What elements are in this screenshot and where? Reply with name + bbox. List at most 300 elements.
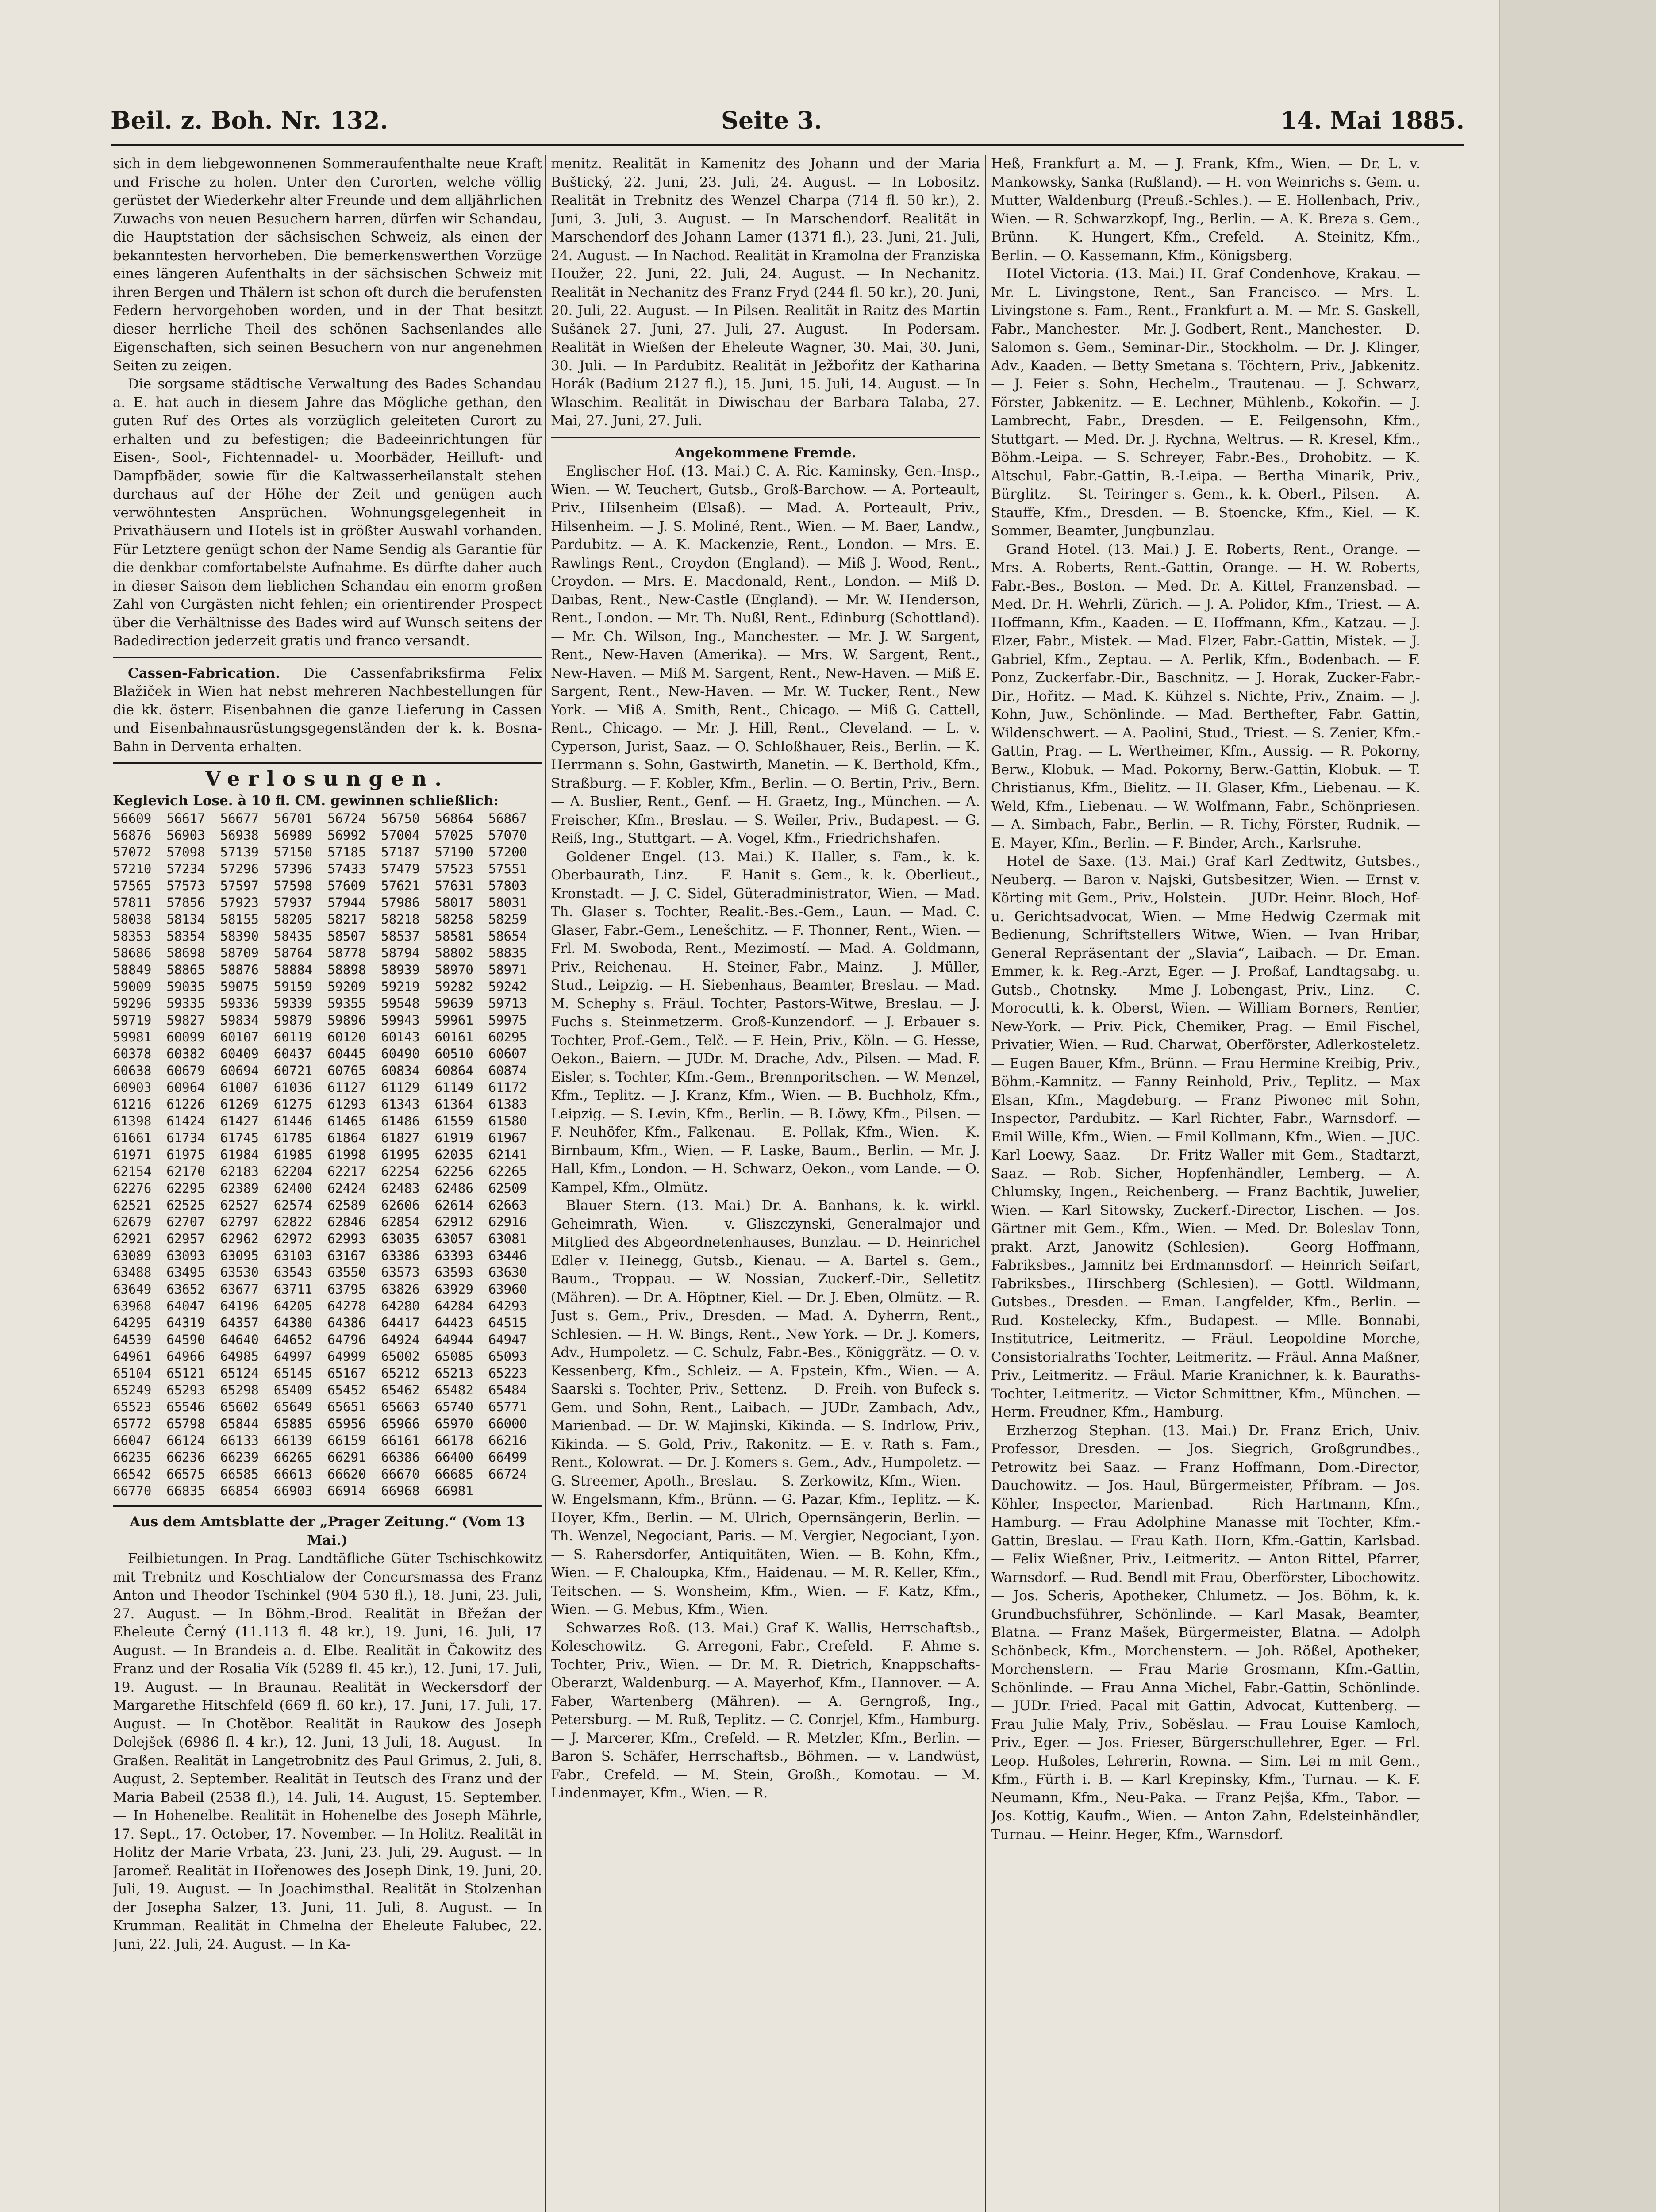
- lot-number: 66981: [434, 1483, 473, 1498]
- lot-number: 60445: [327, 1046, 366, 1061]
- lot-number: 57856: [166, 895, 205, 910]
- lots-row: [113, 1146, 542, 1163]
- lot-number: 57944: [327, 895, 366, 910]
- lot-number: 59075: [220, 979, 259, 994]
- lot-number: 65223: [488, 1366, 527, 1381]
- lot-number: 61343: [381, 1097, 420, 1112]
- lots-row: [113, 844, 542, 860]
- lots-row: [113, 860, 542, 877]
- lot-number: 61661: [113, 1130, 152, 1145]
- lot-number: 66400: [434, 1450, 473, 1465]
- grand-hotel: Grand Hotel. (13. Mai.) J. E. Roberts, Rent., Orange. — Mrs. A. Roberts, Rent.-Gattin, Orange. — H. W. Roberts, Fabr.-Bes., Boston. — Med. Dr. A. Kittel, Franzensbad. — Med. Dr. H. Wehrli, Zürich. — J. A. Polidor, Kfm., Triest. — A. Hoffmann, Kfm., Kaaden. — E. Hoffmann, Kfm., Katzau. — J. Elzer, Fabr., Mistek. — Mad. Elzer, Fabr.-Gattin, Mistek. — J. Gabriel, Kfm., Zeptau. — A. Perlik, Kfm., Bodenbach. — F. Ponz, Zuckerfabr.-Dir., Baschnitz. — J. Horak, Zucker-Fabr.-Dir., Hořitz. — Mad. K. Kühzel s. Nichte, Priv., Znaim. — J. Kohn, Juw., Schönlinde. — Mad. Berthefter, Fabr. Gattin, Wildenschwert. — A. Paolini, Stud., Triest. — S. Zenier, Kfm.-Gattin, Prag. — L. Wertheimer, Kfm., Aussig. — R. Pokorny, Berw., Klobuk. — Mad. Pokorny, Berw.-Gattin, Klobuk. — T. Christianus, Kfm., Bielitz. — H. Glaser, Kfm., Liebenau. — K. Weld, Kfm., Liebenau. — W. Wolfmann, Fabr., Schönpriesen. — A. Simbach, Fabr., Berlin. — R. Tichy, Förster, Rudnik. — E. Mayer, Kfm., Berlin. — F. Binder, Arch., Karlsruhe.: [991, 541, 1420, 851]
- lot-number: 64590: [166, 1332, 205, 1347]
- hotel-erzherzog-stephan: Erzherzog Stephan. (13. Mai.) Dr. Franz Erich, Univ. Professor, Dresden. — Jos. Siegrich, Großgrundbes., Petrowitz bei Saaz. — Franz Hoffmann, Dom.-Director, Dauchowitz. — Jos. Haul, Bürgermeister, Příbram. — Jos. Köhler, Inspector, Marienbad. — Rich Hartmann, Kfm., Hamburg. — Frau Adolphine Manasse mit Tochter, Kfm.-Gattin, Breslau. — Frau Kath. Horn, Kfm.-Gattin, Karlsbad. — Felix Wießner, Priv., Leitmeritz. — Anton Rittel, Pfarrer, Warnsdorf. — Rud. Bendl mit Frau, Oberförster, Libochowitz. — Jos. Scheris, Apotheker, Chlumetz. — Jos. Böhm, k. k. Grundbuchsführer, Schönlinde. — Karl Masak, Beamter, Blatna. — Franz Mašek, Bürgermeister, Blatna. — Adolph Schönbeck, Kfm., Morchenstern. — Joh. Rößel, Apotheker, Morchenstern. — Frau Marie Grosmann, Kfm.-Gattin, Schönlinde. — Frau Anna Michel, Fabr.-Gattin, Schönlinde. — JUDr. Fried. Pacal mit Gattin, Advocat, Kuttenberg. — Frau Julie Maly, Priv., Soběslau. — Frau Louise Kamloch, Priv., Eger. — Jos. Frieser, Bürgerschullehrer, Eger. — Frl. Leop. Hußoles, Lehrerin, Rowna. — Sim. Lei m mit Gem., Kfm., Fürth i. B. — Karl Krepinsky, Kfm., Turnau. — K. F. Neumann, Kfm., Neu-Paka. — Franz Pejša, Kfm., Tabor. — Jos. Kottig, Kaufm., Wien. — Anton Zahn, Edelsteinhändler, Turnau. — Heinr. Heger, Kfm., Warnsdorf.: [991, 1422, 1420, 1843]
- lots-row: [113, 1482, 542, 1499]
- lot-number: 60161: [434, 1029, 473, 1045]
- lot-number: 62265: [488, 1164, 527, 1179]
- lots-row: [113, 810, 542, 827]
- lot-number: 61745: [220, 1130, 259, 1145]
- lot-number: 66499: [488, 1450, 527, 1465]
- lot-number: 66124: [166, 1433, 205, 1448]
- lot-number: 59713: [488, 996, 527, 1011]
- lot-number: 57811: [113, 895, 152, 910]
- lots-row: [113, 1382, 542, 1398]
- lot-number: 59035: [166, 979, 205, 994]
- lot-number: 65970: [434, 1416, 473, 1431]
- lots-row: [113, 1214, 542, 1230]
- lot-number: 58898: [327, 962, 366, 977]
- lot-number: 61036: [273, 1080, 313, 1095]
- lot-number: 58939: [381, 962, 420, 977]
- lots-row: [113, 945, 542, 961]
- lot-number: 56876: [113, 828, 152, 843]
- lot-number: 62972: [273, 1231, 313, 1246]
- hotel-englischer-hof: Englischer Hof. (13. Mai.) C. A. Ric. Kaminsky, Gen.-Insp., Wien. — W. Teuchert, Gutsb., Groß-Barchow. — A. Porteault, Priv., Hilsenheim (Elsaß). — Mad. A. Porteault, Priv., Hilsenheim. — J. S. Moliné, Rent., Wien. — M. Baer, Landw., Pardubitz. — A. K. Mackenzie, Rent., London. — Mrs. E. Rawlings Rent., Croydon (England). — Miß J. Wood, Rent., Croydon. — Mrs. E. Macdonald, Rent., London. — Miß D. Daibas, Rent., New-Castle (England). — Mr. W. Henderson, Rent., London. — Mr. Th. Nußl, Rent., Edinburg (Schottland). — Mr. Ch. Wilson, Ing., Manchester. — Mr. J. W. Sargent, Rent., New-Haven (Amerika). — Mrs. W. Sargent, Rent., New-Haven. — Miß M. Sargent, Rent., New-Haven. — Miß E. Sargent, Rent., New-Haven. — Mr. W. Tucker, Rent., New York. — Miß A. Smith, Rent., Chicago. — Miß G. Cattell, Rent., Chicago. — Mr. J. Hill, Rent., Cleveland. — L. v. Cyperson, Jurist, Saaz. — O. Schloßhauer, Reis., Berlin. — K. Herrmann s. Sohn, Gastwirth, Manetin. — K. Berthold, Kfm., Straßburg. — F. Kobler, Kfm., Berlin. — O. Bertin, Priv., Bern. — A. Buslier, Rent., Genf. — H. Graetz, Ing., München. — A. Freischer, Kfm., Breslau. — S. Weiler, Priv., Budapest. — G. Reiß, Ing., Stuttgart. — A. Vogel, Kfm., Friedrichshafen.: [551, 463, 980, 846]
- lot-number: 59339: [273, 996, 313, 1011]
- header-rule: [111, 144, 1464, 146]
- lot-number: 63095: [220, 1248, 259, 1263]
- lot-number: 56864: [434, 811, 473, 826]
- lot-number: 66854: [220, 1483, 259, 1498]
- lot-number: 59719: [113, 1013, 152, 1028]
- lot-number: 61149: [434, 1080, 473, 1095]
- lot-number: 60143: [381, 1029, 420, 1045]
- lot-number: 63968: [113, 1298, 152, 1313]
- lot-number: 58778: [327, 945, 366, 960]
- section-rule: [551, 437, 980, 438]
- lot-number: 61383: [488, 1097, 527, 1112]
- lot-number: 63550: [327, 1265, 366, 1280]
- lot-number: 62204: [273, 1164, 313, 1179]
- lot-number: 64196: [220, 1298, 259, 1313]
- lot-number: 57573: [166, 878, 205, 893]
- lot-number: 60903: [113, 1080, 152, 1095]
- lot-number: 65145: [273, 1366, 313, 1381]
- lot-number: 64295: [113, 1315, 152, 1330]
- lot-number: 60638: [113, 1063, 152, 1078]
- lot-number: 63103: [273, 1248, 313, 1263]
- lot-number: 59355: [327, 996, 366, 1011]
- lot-number: 66968: [381, 1483, 420, 1498]
- verlosungen-heading: Verlosungen.: [205, 767, 450, 791]
- feilbietungen-continued: menitz. Realität in Kamenitz des Johann und der Maria Buštický, 22. Juni, 23. Juli, 24. August. — In Lobositz. Realität in Trebnitz des Wenzel Charpa (714 fl. 50 kr.), 2. Juni, 3. Juli, 3. August. — In Marschendorf. Realität in Marschendorf des Johann Lamer (1371 fl.), 23. Juni, 21. Juli, 24. August. — In Nachod. Realität in Kramolna der Franziska Houžer, 22. Juni, 22. Juli, 24. August. — In Nechanitz. Realität in Nechanitz des Franz Fryd (244 fl. 50 kr.), 20. Juni, 20. Juli, 22. August. — In Pilsen. Realität in Raitz des Martin Sušánek 27. Juni, 27. Juli, 27. August. — In Podersam. Realität in Wießen der Eheleute Wagner, 30. Mai, 30. Juni, 30. Juli. — In Pardubitz. Realität in Ježbořitz der Katharina Horák (Badium 2127 fl.), 15. Juni, 15. Juli, 14. August. — In Wlaschim. Realität in Diwischau der Barbara Talaba, 27. Mai, 27. Juni, 27. Juli.: [551, 156, 980, 429]
- lot-number: 61971: [113, 1147, 152, 1162]
- lot-number: 65649: [273, 1399, 313, 1414]
- lot-number: 57210: [113, 861, 152, 876]
- amtsblatt-heading: Aus dem Amtsblatte der „Prager Zeitung.“ (Vom 13 Mai.): [130, 1514, 525, 1548]
- lots-row: [113, 1415, 542, 1432]
- lot-number: 59834: [220, 1013, 259, 1028]
- lot-number: 57396: [273, 861, 313, 876]
- column-2: [551, 155, 980, 2212]
- lot-number: 62217: [327, 1164, 366, 1179]
- lot-number: 64796: [327, 1332, 366, 1347]
- lot-number: 61984: [220, 1147, 259, 1162]
- lot-number: 61275: [273, 1097, 313, 1112]
- lot-number: 62614: [434, 1198, 473, 1213]
- lot-number: 61998: [327, 1147, 366, 1162]
- lot-number: 60409: [220, 1046, 259, 1061]
- lot-number: 66724: [488, 1467, 527, 1482]
- lot-number: 65085: [434, 1349, 473, 1364]
- lot-number: 65462: [381, 1382, 420, 1398]
- lot-number: 57937: [273, 895, 313, 910]
- lot-number: 66670: [381, 1467, 420, 1482]
- lot-number: 60964: [166, 1080, 205, 1095]
- lot-number: 64205: [273, 1298, 313, 1313]
- lot-number: 59943: [381, 1013, 420, 1028]
- lot-number: 59975: [488, 1013, 527, 1028]
- lot-number: 58017: [434, 895, 473, 910]
- lot-number: 60119: [273, 1029, 313, 1045]
- lots-row: [113, 1045, 542, 1062]
- lot-number: 61293: [327, 1097, 366, 1112]
- lot-number: 65772: [113, 1416, 152, 1431]
- fremde-heading: Angekommene Fremde.: [674, 445, 857, 461]
- lot-number: 63795: [327, 1282, 366, 1297]
- lot-number: 62957: [166, 1231, 205, 1246]
- lot-number: 56903: [166, 828, 205, 843]
- lot-number: 56938: [220, 828, 259, 843]
- lots-row: [113, 1247, 542, 1264]
- lots-row: [113, 928, 542, 945]
- lots-row: [113, 1180, 542, 1197]
- lot-number: 65484: [488, 1382, 527, 1398]
- lot-number: 61995: [381, 1147, 420, 1162]
- lots-row: [113, 1331, 542, 1348]
- lot-number: 62183: [220, 1164, 259, 1179]
- lot-number: 61734: [166, 1130, 205, 1145]
- lot-number: 61465: [327, 1114, 366, 1129]
- lot-number: 64997: [273, 1349, 313, 1364]
- lot-number: 61985: [273, 1147, 313, 1162]
- lot-number: 58217: [327, 912, 366, 927]
- lot-number: 65844: [220, 1416, 259, 1431]
- lot-number: 64999: [327, 1349, 366, 1364]
- lot-number: 64640: [220, 1332, 259, 1347]
- lot-number: 62921: [113, 1231, 152, 1246]
- lot-number: 57433: [327, 861, 366, 876]
- lot-number: 62663: [488, 1198, 527, 1213]
- lots-row: [113, 1079, 542, 1096]
- lot-number: 62483: [381, 1181, 420, 1196]
- lot-number: 65602: [220, 1399, 259, 1414]
- lot-number: 59879: [273, 1013, 313, 1028]
- lot-number: 66585: [220, 1467, 259, 1482]
- lottery-numbers-table: [113, 810, 542, 1499]
- lots-row: [113, 1398, 542, 1415]
- article-schandau-intro: sich in dem liebgewonnenen Sommeraufenthalte neue Kraft und Frische zu holen. Unter den Curorten, welche völlig gerüstet der Wiederkehr alter Freunde und dem alljährlichen Zuwachs von neuen Besuchern harren, dürfen wir Schandau, die Hauptstation der sächsischen Schweiz, als einen der bekanntesten hervorheben. Die bemerkenswerthen Vorzüge eines längeren Aufenthalts in der sächsischen Schweiz mit ihren Bergen und Thälern ist schon oft durch die berufensten Federn hervorgehoben worden, und in der That besitzt dieser herrliche Theil des schönen Sachsenlandes alle Eigenschaften, sich seinen Besuchern von nur angenehmen Seiten zu zeigen.: [113, 156, 542, 374]
- lot-number: 58353: [113, 929, 152, 944]
- lot-number: 57597: [220, 878, 259, 893]
- lot-number: 57565: [113, 878, 152, 893]
- header-date: 14. Mai 1885.: [1280, 106, 1464, 134]
- lot-number: 56617: [166, 811, 205, 826]
- lot-number: 62797: [220, 1214, 259, 1229]
- lot-number: 64924: [381, 1332, 420, 1347]
- lot-number: 65104: [113, 1366, 152, 1381]
- lot-number: 58259: [488, 912, 527, 927]
- lot-number: 57185: [327, 845, 366, 860]
- lot-number: 59219: [381, 979, 420, 994]
- lot-number: 60607: [488, 1046, 527, 1061]
- lots-row: [113, 1264, 542, 1281]
- lot-number: 57621: [381, 878, 420, 893]
- lot-number: 59159: [273, 979, 313, 994]
- lots-row: [113, 1348, 542, 1365]
- lots-row: [113, 911, 542, 928]
- lot-number: 66139: [273, 1433, 313, 1448]
- lot-number: 62509: [488, 1181, 527, 1196]
- lots-row: [113, 1230, 542, 1247]
- lot-number: 65124: [220, 1366, 259, 1381]
- lot-number: 58764: [273, 945, 313, 960]
- column-1: [113, 155, 542, 2212]
- lot-number: 66291: [327, 1450, 366, 1465]
- lot-number: 64947: [488, 1332, 527, 1347]
- lot-number: 57609: [327, 878, 366, 893]
- lot-number: 58155: [220, 912, 259, 927]
- lot-number: 65771: [488, 1399, 527, 1414]
- lot-number: 58435: [273, 929, 313, 944]
- lot-number: 57025: [434, 828, 473, 843]
- lot-number: 62606: [381, 1198, 420, 1213]
- lot-number: 61919: [434, 1130, 473, 1145]
- lot-number: 58031: [488, 895, 527, 910]
- lot-number: 65452: [327, 1382, 366, 1398]
- cassa-text: Die Cassenfabriksfirma Felix Blažiček in Wien hat nebst mehreren Nachbestellungen für die kk. österr. Eisenbahnen die ganze Lieferung in Cassen und Eisenbahnausrüstungsgegenständen der k. k. Bosna-Bahn in Derventa erhalten.: [113, 665, 542, 755]
- lot-number: 64293: [488, 1298, 527, 1313]
- lot-number: 62035: [434, 1147, 473, 1162]
- lot-number: 60721: [273, 1063, 313, 1078]
- lot-number: 66770: [113, 1483, 152, 1498]
- lot-number: 57296: [220, 861, 259, 876]
- lot-number: 66386: [381, 1450, 420, 1465]
- cassa-heading: Cassen-Fabrication.: [128, 665, 280, 681]
- lot-number: 66236: [166, 1450, 205, 1465]
- lot-number: 62993: [327, 1231, 366, 1246]
- lot-number: 61269: [220, 1097, 259, 1112]
- lot-number: 61172: [488, 1080, 527, 1095]
- lot-number: 64423: [434, 1315, 473, 1330]
- lot-number: 63630: [488, 1265, 527, 1280]
- lot-number: 61785: [273, 1130, 313, 1145]
- lot-number: 66613: [273, 1467, 313, 1482]
- lot-number: 62400: [273, 1181, 313, 1196]
- lot-number: 65798: [166, 1416, 205, 1431]
- lot-number: 60874: [488, 1063, 527, 1078]
- lot-number: 57598: [273, 878, 313, 893]
- lot-number: 66835: [166, 1483, 205, 1498]
- lot-number: 58205: [273, 912, 313, 927]
- lot-number: 57803: [488, 878, 527, 893]
- lot-number: 61580: [488, 1114, 527, 1129]
- hotel-schwarzes-ross: Schwarzes Roß. (13. Mai.) Graf K. Wallis, Herrschaftsb., Koleschowitz. — G. Arregoni, Fabr., Crefeld. — F. Ahme s. Tochter, Priv., Wien. — Dr. M. R. Dietrich, Knappschafts-Oberarzt, Waldenburg. — A. Mayerhof, Kfm., Hannover. — A. Faber, Wartenberg (Mähren). — A. Gerngroß, Ing., Petersburg. — M. Ruß, Teplitz. — C. Conrjel, Kfm., Hamburg. — J. Marcerer, Kfm., Crefeld. — R. Metzler, Kfm., Berlin. — Baron S. Schäfer, Herrschaftsb., Böhmen. — v. Landwüst, Fabr., Crefeld. — M. Stein, Großh., Komotau. — M. Lindenmayer, Kfm., Wien. — R.: [551, 1620, 980, 1801]
- lot-number: 60490: [381, 1046, 420, 1061]
- lot-number: 59296: [113, 996, 152, 1011]
- lot-number: 65298: [220, 1382, 259, 1398]
- lot-number: 65651: [327, 1399, 366, 1414]
- lot-number: 56867: [488, 811, 527, 826]
- lot-number: 62822: [273, 1214, 313, 1229]
- page-header: [111, 106, 1464, 146]
- lot-number: 57072: [113, 845, 152, 860]
- lot-number: 65966: [381, 1416, 420, 1431]
- lot-number: 64944: [434, 1332, 473, 1347]
- page-margin: [1500, 0, 1656, 2212]
- lot-number: 58654: [488, 929, 527, 944]
- lot-number: 66178: [434, 1433, 473, 1448]
- lot-number: 60120: [327, 1029, 366, 1045]
- lot-number: 64357: [220, 1315, 259, 1330]
- lot-number: 62170: [166, 1164, 205, 1179]
- lot-number: 63495: [166, 1265, 205, 1280]
- lot-number: 63543: [273, 1265, 313, 1280]
- lot-number: 62527: [220, 1198, 259, 1213]
- lot-number: 59209: [327, 979, 366, 994]
- lot-number: 57190: [434, 845, 473, 860]
- lot-number: 60295: [488, 1029, 527, 1045]
- lot-number: 64652: [273, 1332, 313, 1347]
- hotel-goldener-engel: Goldener Engel. (13. Mai.) K. Haller, s. Fam., k. k. Oberbaurath, Linz. — F. Hanit s. Gem., k. k. Oberlieut., Kronstadt. — J. C. Sidel, Güteradministrator, Wien. — Mad. Th. Glaser s. Tochter, Realit.-Bes.-Gem., Laun. — Mad. C. Glaser, Fabr.-Gem., Lenešchitz. — F. Thonner, Rent., Wien. — Frl. M. Swoboda, Rent., Mezimostí. — Mad. A. Goldmann, Priv., Reichenau. — H. Steiner, Fabr., Mainz. — J. Müller, Stud., Leipzig. — H. Siebenhaus, Beamter, Breslau. — Mad. M. Schephy s. Fräul. Tochter, Pastors-Witwe, Breslau. — J. Fuchs s. Steinmetzerm. Groß-Kunzendorf. — J. Erbauer s. Tochter, Prof.-Gem., Telč. — F. Hein, Priv., Köln. — G. Hesse, Oekon., Baiern. — JUDr. M. Drache, Adv., Pilsen. — Mad. F. Eisler, s. Tochter, Kfm.-Gem., Brennporitschen. — W. Menzel, Kfm., Teplitz. — J. Kranz, Kfm., Wien. — B. Buchholz, Kfm., Leipzig. — S. Levin, Kfm., Berlin. — B. Löwy, Kfm., Pilsen. — F. Neuhöfer, Kfm., Falkenau. — E. Pollak, Kfm., Wien. — K. Birnbaum, Kfm., Wien. — F. Laske, Baum., Berlin. — Mr. J. Hall, Kfm., London. — H. Schwarz, Oekon., vom Lande. — O. Kampel, Kfm., Olmütz.: [551, 849, 980, 1195]
- lots-row: [113, 978, 542, 995]
- lot-number: 61364: [434, 1097, 473, 1112]
- lot-number: 57923: [220, 895, 259, 910]
- lot-number: 62424: [327, 1181, 366, 1196]
- lots-row: [113, 827, 542, 844]
- lot-number: 65002: [381, 1349, 420, 1364]
- lot-number: 59336: [220, 996, 259, 1011]
- lot-number: 58709: [220, 945, 259, 960]
- lot-number: 64380: [273, 1315, 313, 1330]
- hotel-victoria: Hotel Victoria. (13. Mai.) H. Graf Condenhove, Krakau. — Mr. L. Livingstone, Rent., San Francisco. — Mrs. L. Livingstone s. Fam., Rent., Frankfurt a. M. — Mr. S. Gaskell, Fabr., Manchester. — Mr. J. Godbert, Rent., Manchester. — D. Salomon s. Gem., Seminar-Dir., Stockholm. — Dr. J. Klinger, Adv., Kaaden. — Betty Smetana s. Töchtern, Priv., Jabkenitz. — J. Feier s. Sohn, Hechelm., Trautenau. — J. Schwarz, Förster, Jabkenitz. — E. Lechner, Mühlenb., Kokořin. — J. Lambrecht, Fabr., Dresden. — E. Feilgensohn, Kfm., Stuttgart. — Med. Dr. J. Rychna, Weltrus. — R. Kresel, Kfm., Böhm.-Leipa. — S. Schreyer, Fabr.-Bes., Drohobitz. — K. Altschul, Fabr.-Gattin, B.-Leipa. — Bertha Minarik, Priv., Bürglitz. — St. Teiringer s. Gem., k. k. Oberl., Pilsen. — A. Stauffe, Kfm., Dresden. — B. Stoencke, Kfm., Kiel. — K. Sommer, Beamter, Jungbunzlau.: [991, 266, 1420, 539]
- lot-number: 63081: [488, 1231, 527, 1246]
- lot-number: 66235: [113, 1450, 152, 1465]
- article-schandau-text: Die sorgsame städtische Verwaltung des Bades Schandau a. E. hat auch in diesem Jahre das Mögliche gethan, den guten Ruf des Ortes als vorzüglich geleiteten Curort zu erhalten und zu befestigen; die Badeeinrichtungen für Eisen-, Sool-, Fichtennadel- u. Moorbäder, Heilluft- und Dampfbäder, sowie für die Kaltwasserheilanstalt stehen durchaus auf der Höhe der Zeit und genügen auch verwöhntesten Ansprüchen. Wohnungsgelegenheit in Privathäusern und Hotels ist in größter Auswahl vorhanden. Für Letztere genügt schon der Name Sendig als Garantie für die denkbar comfortabelste Aufnahme. Es dürfte daher auch in dieser Saison dem lieblichen Schandau ein enorm großen Zahl von Curgästen nicht fehlen; ein orientirender Prospect über die Verhältnisse des Bades wird auf Wunsch seitens der Badedirection jederzeit gratis und franco versandt.: [113, 376, 542, 649]
- lot-number: 63677: [220, 1282, 259, 1297]
- lot-number: 58581: [434, 929, 473, 944]
- lot-number: 56989: [273, 828, 313, 843]
- lot-number: 58507: [327, 929, 366, 944]
- lot-number: 64966: [166, 1349, 205, 1364]
- lot-number: 57234: [166, 861, 205, 876]
- lot-number: 58865: [166, 962, 205, 977]
- lot-number: 66542: [113, 1467, 152, 1482]
- lot-number: 57004: [381, 828, 420, 843]
- lot-number: 59961: [434, 1013, 473, 1028]
- lot-number: 66047: [113, 1433, 152, 1448]
- lot-number: 58698: [166, 945, 205, 960]
- lot-number: 61427: [220, 1114, 259, 1129]
- lot-number: 61398: [113, 1114, 152, 1129]
- lot-number: 63826: [381, 1282, 420, 1297]
- column-3: [991, 155, 1420, 2212]
- lot-number: 61226: [166, 1097, 205, 1112]
- lot-number: 60765: [327, 1063, 366, 1078]
- lot-number: 63167: [327, 1248, 366, 1263]
- hotel-de-saxe: Hotel de Saxe. (13. Mai.) Graf Karl Zedtwitz, Gutsbes., Neuberg. — Baron v. Najski, Gutsbesitzer, Wien. — Ernst v. Körting mit Gem., Priv., Holstein. — JUDr. Heinr. Bloch, Hof- u. Gerichtsadvocat, Wien. — Mme Hedwig Czermak mit Bedienung, Schriftstellers Witwe, Wien. — Ivan Hribar, General Repräsentant der „Slavia“, Laibach. — Dr. Eman. Emmer, k. k. Reg.-Arzt, Eger. — J. Proßaf, Landtagsabg. u. Gutsb., Chotnsky. — Mme J. Lobengast, Priv., Linz. — C. Morocutti, k. k. Oberst, Wien. — William Borners, Rentier, New-York. — Priv. Pick, Chemiker, Prag. — Emil Fischel, Privatier, Wien. — Rud. Charwat, Oberförster, Adlerkosteletz. — Eugen Bauer, Kfm., Brünn. — Frau Hermine Kreibig, Priv., Böhm.-Kamnitz. — Fanny Reinhold, Priv., Teplitz. — Max Elsan, Kfm., Magdeburg. — Franz Piwonec mit Sohn, Inspector, Pardubitz. — Karl Richter, Fabr., Warnsdorf. — Emil Wille, Kfm., Wien. — Emil Kollmann, Kfm., Wien. — JUC. Karl Loewy, Saaz. — Dr. Fritz Waller mit Gem., Stadtarzt, Saaz. — Rob. Sicher, Hopfenhändler, Lemberg. — A. Chlumsky, Ingen., Reichenberg. — Franz Bachtik, Juwelier, Wien. — Karl Sitowsky, Zuckerf.-Director, Lischen. — Jos. Gärtner mit Gem., Kfm., Wien. — Med. Dr. Boleslav Tonn, prakt. Arzt, Janowitz (Schlesien). — Georg Hoffmann, Fabriksbes., Jamnitz bei Erdmannsdorf. — Heinrich Seifart, Fabriksbes., Hirschberg (Schlesien). — Gottl. Wildmann, Gutsbes., Dresden. — Eman. Langfelder, Kfm., Berlin. — Rud. Kostelecky, Kfm., Budapest. — Mlle. Bonnabi, Institutrice, Leitmeritz. — Fräul. Leopoldine Morche, Consistorialraths Tochter, Leitmeritz. — Fräul. Anna Maßner, Priv., Leitmeritz. — Fräul. Marie Kranichner, k. k. Bauraths-Tochter, Leitmeritz. — Victor Schmittner, Kfm., München. — Herm. Freudner, Kfm., Hamburg.: [991, 853, 1420, 1420]
- lot-number: 57986: [381, 895, 420, 910]
- lot-number: [488, 1482, 542, 1499]
- lot-number: 58849: [113, 962, 152, 977]
- lot-number: 57631: [434, 878, 473, 893]
- lot-number: 58884: [273, 962, 313, 977]
- lot-number: 63530: [220, 1265, 259, 1280]
- lot-number: 57187: [381, 845, 420, 860]
- lot-number: 61446: [273, 1114, 313, 1129]
- lot-number: 63057: [434, 1231, 473, 1246]
- section-rule: [113, 657, 542, 658]
- lot-number: 66216: [488, 1433, 527, 1448]
- lot-number: 62679: [113, 1214, 152, 1229]
- lot-number: 65293: [166, 1382, 205, 1398]
- lot-number: 58354: [166, 929, 205, 944]
- lot-number: 64047: [166, 1298, 205, 1313]
- lot-number: 65167: [327, 1366, 366, 1381]
- lot-number: 61007: [220, 1080, 259, 1095]
- lot-number: 63488: [113, 1265, 152, 1280]
- lots-row: [113, 877, 542, 894]
- lot-number: 61486: [381, 1114, 420, 1129]
- lot-number: 65523: [113, 1399, 152, 1414]
- lots-row: [113, 1298, 542, 1314]
- lot-number: 66265: [273, 1450, 313, 1465]
- lot-number: 58218: [381, 912, 420, 927]
- lot-number: 56677: [220, 811, 259, 826]
- lot-number: 63649: [113, 1282, 152, 1297]
- lot-number: 64985: [220, 1349, 259, 1364]
- lot-number: 62486: [434, 1181, 473, 1196]
- lot-number: 56609: [113, 811, 152, 826]
- lot-number: 58258: [434, 912, 473, 927]
- lot-number: 63093: [166, 1248, 205, 1263]
- lot-number: 63446: [488, 1248, 527, 1263]
- lot-number: 56750: [381, 811, 420, 826]
- lot-number: 65121: [166, 1366, 205, 1381]
- lot-number: 57551: [488, 861, 527, 876]
- lot-number: 58537: [381, 929, 420, 944]
- lot-number: 63929: [434, 1282, 473, 1297]
- lot-number: 63573: [381, 1265, 420, 1280]
- lot-number: 61827: [381, 1130, 420, 1145]
- lots-row: [113, 1163, 542, 1180]
- lot-number: 56992: [327, 828, 366, 843]
- lot-number: 61975: [166, 1147, 205, 1162]
- lot-number: 65740: [434, 1399, 473, 1414]
- lot-number: 60437: [273, 1046, 313, 1061]
- lot-number: 66000: [488, 1416, 527, 1431]
- lots-row: [113, 1129, 542, 1146]
- lot-number: 58876: [220, 962, 259, 977]
- lot-number: 58835: [488, 945, 527, 960]
- lot-number: 66159: [327, 1433, 366, 1448]
- lot-number: 57098: [166, 845, 205, 860]
- schwarzes-ross-continued: Heß, Frankfurt a. M. — J. Frank, Kfm., Wien. — Dr. L. v. Mankowsky, Sanka (Rußland). — H. von Weinrichs s. Gem. u. Mutter, Waldenburg (Preuß.-Schles.). — E. Hollenbach, Priv., Wien. — R. Schwarzkopf, Ing., Berlin. — A. K. Breza s. Gem., Brünn. — K. Hungert, Kfm., Crefeld. — A. Steinitz, Kfm., Berlin. — O. Kassemann, Kfm., Königsberg.: [991, 156, 1420, 264]
- column-divider: [545, 155, 546, 2212]
- lot-number: 60378: [113, 1046, 152, 1061]
- lot-number: 60382: [166, 1046, 205, 1061]
- lot-number: 60107: [220, 1029, 259, 1045]
- lot-number: 60510: [434, 1046, 473, 1061]
- lot-number: 59548: [381, 996, 420, 1011]
- lot-number: 65249: [113, 1382, 152, 1398]
- lots-row: [113, 1314, 542, 1331]
- lot-number: 58971: [488, 962, 527, 977]
- lot-number: 65663: [381, 1399, 420, 1414]
- lot-number: 58802: [434, 945, 473, 960]
- lot-number: 64284: [434, 1298, 473, 1313]
- lot-number: 66575: [166, 1467, 205, 1482]
